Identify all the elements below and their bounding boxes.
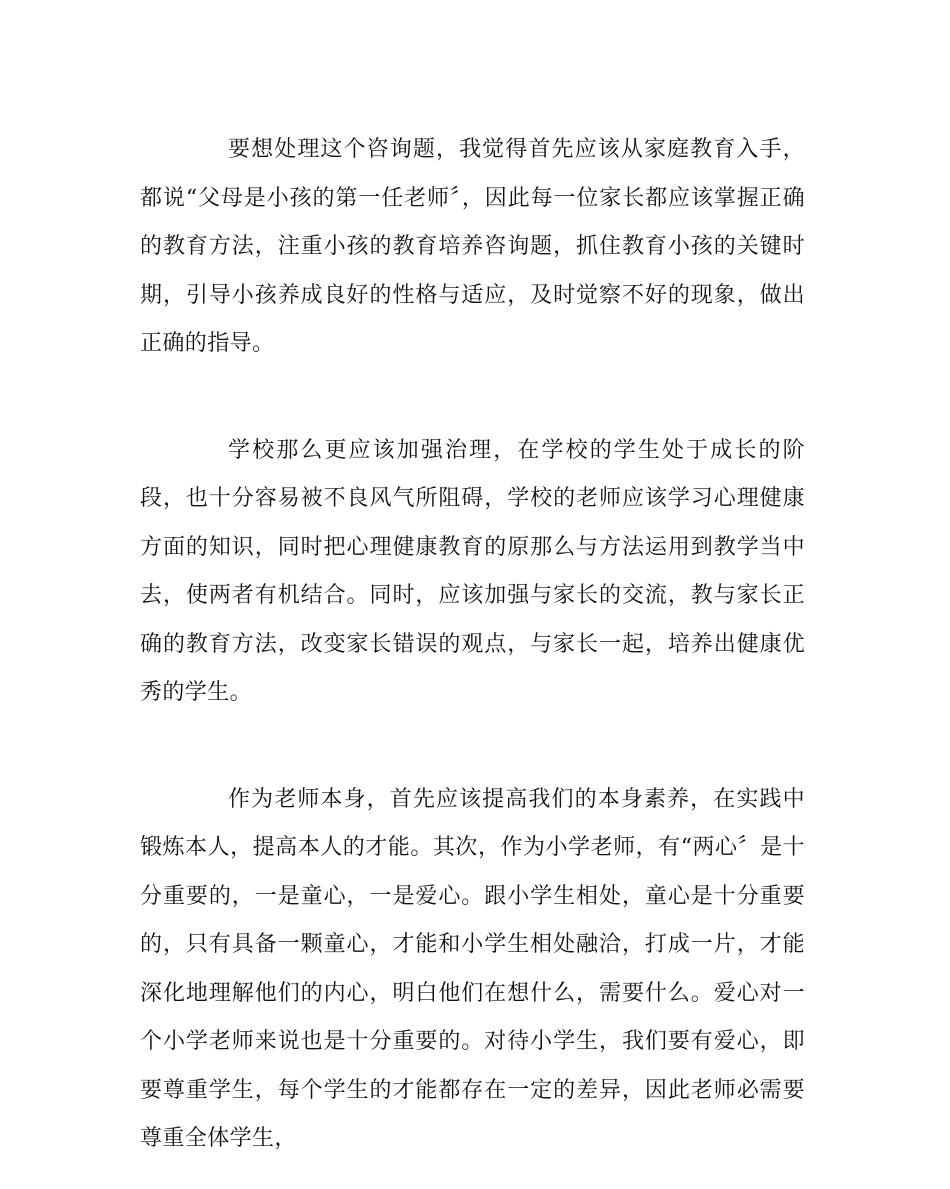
paragraph-teacher-self: 作为老师本身，首先应该提高我们的本身素养，在实践中锻炼本人，提高本人的才能。其次，作为小学老师，有“两心〞是十分重要的，一是童心，一是爱心。跟小学生相处，童心是十分重要的，只有具备一颗童心，才能和小学生相处融洽，打成一片，才能深化地理解他们的内心，明白他们在想什么，需要什么。爱心对一个小学老师来说也是十分重要的。对待小学生，我们要有爱心，即要尊重学生，每个学生的才能都存在一定的差异，因此老师必需要尊重全体学生， [140, 786, 805, 1151]
document-body [140, 126, 805, 1164]
paragraph-family-education: 要想处理这个咨询题，我觉得首先应该从家庭教育入手，都说“父母是小孩的第一任老师〞，因此每一位家长都应该掌握正确的教育方法，注重小孩的教育培养咨询题，抓住教育小孩的关键时期，引导小孩养成良好的性格与适应，及时觉察不好的现象，做出正确的指导。 [140, 137, 805, 356]
paragraph-school-management: 学校那么更应该加强治理，在学校的学生处于成长的阶段，也十分容易被不良风气所阻碍，学校的老师应该学习心理健康方面的知识，同时把心理健康教育的原那么与方法运用到教学当中去，使两者有机结合。同时，应该加强与家长的交流，教与家长正确的教育方法，改变家长错误的观点，与家长一起，培养出健康优秀的学生。 [140, 437, 805, 705]
